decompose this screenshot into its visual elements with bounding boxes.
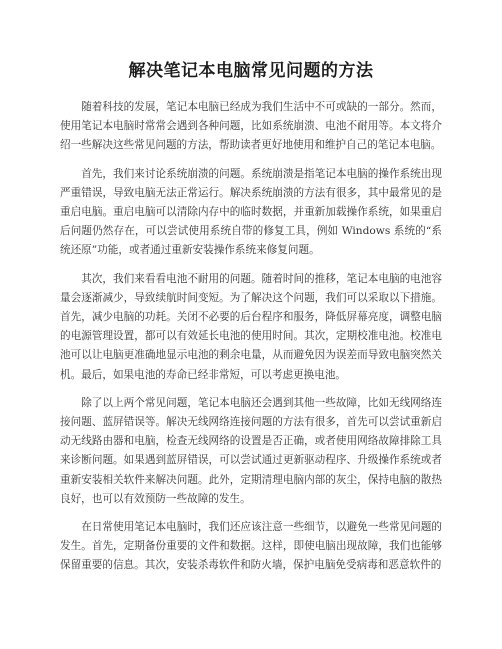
paragraph-intro: 随着科技的发展，笔记本电脑已经成为我们生活中不可或缺的一部分。然而，使用笔记本电脑时常常会遇到各种问题，比如系统崩溃、电池不耐用等。本文将介绍一些解决这些常见问题的方法，帮助读者更好地使用和维护自己的笔记本电脑。: [60, 101, 442, 152]
paragraph-other-faults: 除了以上两个常见问题，笔记本电脑还会遇到其他一些故障，比如无线网络连接问题、蓝屏错误等。解决无线网络连接问题的方法有很多，首先可以尝试重新启动无线路由器和电脑，检查无线网络的设置是否正确，或者使用网络故障排除工具来诊断问题。如果遇到蓝屏错误，可以尝试通过更新驱动程序、升级操作系统或者重新安装相关软件来解决问题。此外，定期清理电脑内部的灰尘，保持电脑的散热良好，也可以有效预防一些故障的发生。: [60, 396, 442, 505]
paragraph-system-crash: 首先，我们来讨论系统崩溃的问题。系统崩溃是指笔记本电脑的操作系统出现严重错误，导致电脑无法正常运行。解决系统崩溃的方法有很多，其中最常见的是重启电脑。重启电脑可以清除内存中的临时数据，并重新加载操作系统，如果重启后问题仍然存在，可以尝试使用系统自带的修复工具，例如 Windows 系统的“系统还原”功能，或者通过重新安装操作系统来修复问题。: [60, 167, 442, 257]
document-title: 解决笔记本电脑常见问题的方法: [128, 61, 374, 81]
document-body: [60, 98, 442, 576]
paragraph-daily-tips: 在日常使用笔记本电脑时，我们还应该注意一些细节，以避免一些常见问题的发生。首先，定期备份重要的文件和数据。这样，即使电脑出现故障，我们也能够保留重要的信息。其次，安装杀毒软件和防火墙，保护电脑免受病毒和恶意软件的: [60, 521, 442, 572]
paragraph-battery: 其次，我们来看看电池不耐用的问题。随着时间的推移，笔记本电脑的电池容量会逐渐减少，导致续航时间变短。为了解决这个问题，我们可以采取以下措施。首先，减少电脑的功耗。关闭不必要的后台程序和服务，降低屏幕亮度，调整电脑的电源管理设置，都可以有效延长电池的使用时间。其次，定期校准电池。校准电池可以让电脑更准确地显示电池的剩余电量，从而避免因为误差而导致电脑突然关机。最后，如果电池的寿命已经非常短，可以考虑更换电池。: [60, 272, 442, 381]
